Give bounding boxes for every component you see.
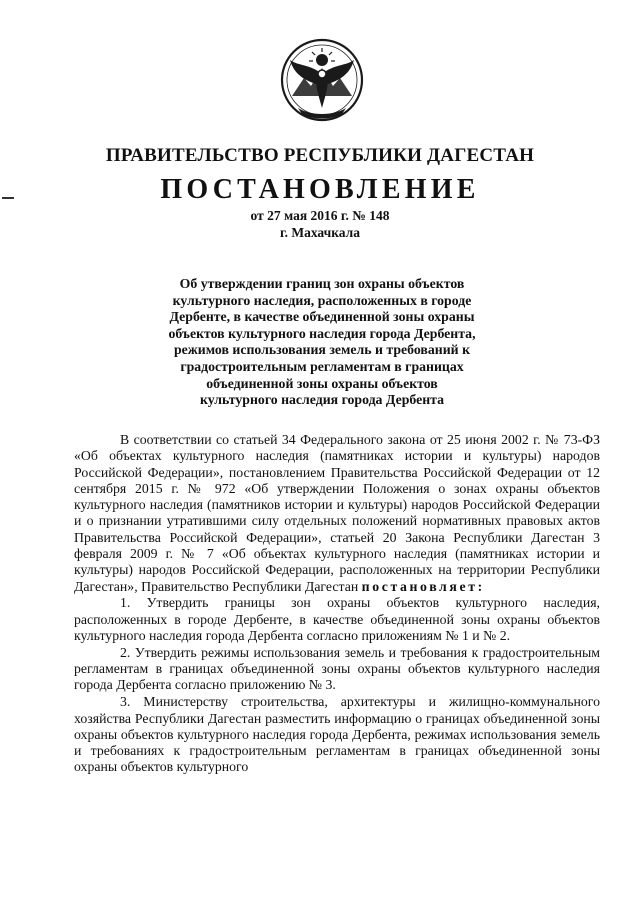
city: г. Махачкала [279,225,360,240]
subject-line: объединенной зоны охраны объектов [206,375,438,391]
government-title: ПРАВИТЕЛЬСТВО РЕСПУБЛИКИ ДАГЕСТАН [105,145,535,166]
item-paragraph-1: 1. Утвердить границы зон охраны объектов культурного наследия, расположенных в городе Дербенте, в качестве объединенной зоны охраны объектов культурного наследия города Дербента согласно приложениям № 1 и № 2. [74,595,600,644]
dagestan-eagle-emblem-icon [280,34,364,126]
subject-line: Об утверждении границ зон охраны объектов [179,276,465,291]
resolves-keyword: постановляет: [361,578,485,594]
subject-line: Дербенте, в качестве объединенной зоны охраны [169,309,475,325]
subject-line: градостроительным регламентам в границах [180,358,464,374]
document-body [74,432,600,776]
subject-line: объектов культурного наследия города Дербента, [168,325,476,341]
item-paragraph-3: 3. Министерству строительства, архитектуры и жилищно-коммунального хозяйства Республики Дагестан разместить информацию о границах объединенной зоны охраны объектов культурного наследия города Дербента, режимах использования земель и требованиях к градостроительным регламентам в границах объединенной зоны охраны объектов культурного [74,694,600,775]
preamble-text: В соответствии со статьей 34 Федерального закона от 25 июня 2002 г. № 73-ФЗ «Об объектах культурного наследия (памятниках истории и культуры) народов Российской Федерации», постановлением Правительства Российской Федерации от 12 сентября 2015 г. № 972 «Об утверждении Положения о зонах охраны объектов культурного наследия (памятников истории и культуры) народов Российской Федерации и о признании утратившими силу отдельных положений нормативных правовых актов Правительства Российской Федерации», статьей 20 Закона Республики Дагестан 3 февраля 2009 г. № 7 «Об объектах культурного наследия (памятниках истории и культуры) народов Российской Федерации, расположенных на территории Республики Дагестан», Правительство Республики Дагестан [74,432,600,594]
item-paragraph-2: 2. Утвердить режимы использования земель и требования к градостроительным регламентам в границах объединенной зоны охраны объектов культурного наследия города Дербента согласно приложению № 3. [74,644,600,693]
document-subject [130,276,514,409]
document-type-title: ПОСТАНОВЛЕНИЕ [160,174,480,205]
preamble-paragraph [74,432,600,595]
subject-line: культурного наследия города Дербента [199,392,444,408]
date-number: от 27 мая 2016 г. № 148 [250,208,390,223]
subject-line: режимов использования земель и требований к [173,342,471,358]
subject-line: культурного наследия, расположенных в городе [172,292,472,308]
